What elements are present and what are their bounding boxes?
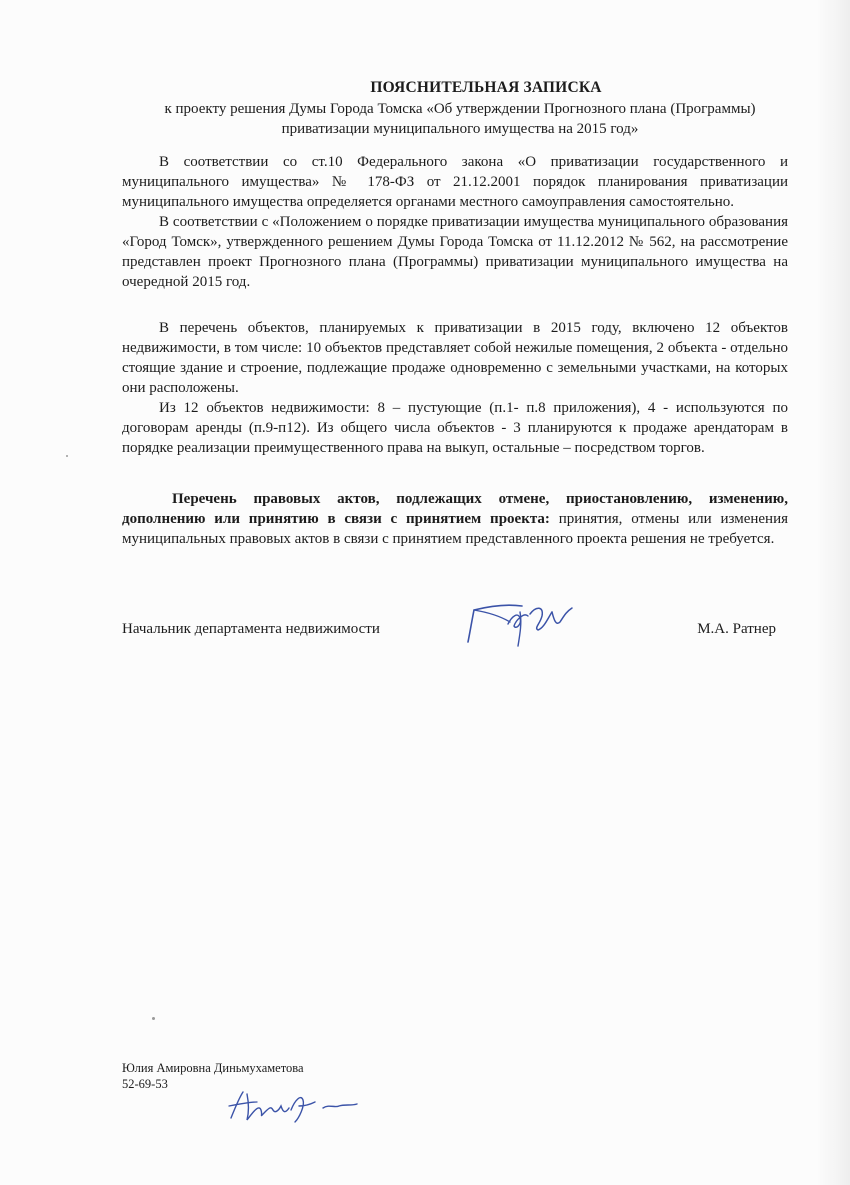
legal-acts-paragraph <box>122 489 788 549</box>
intro-section <box>122 152 788 292</box>
scan-speck <box>152 1017 155 1020</box>
scan-speck <box>66 455 68 457</box>
objects-section <box>122 318 788 458</box>
legal-acts-heading: Перечень правовых актов, подлежащих отмене, приостановлению, изменению, дополнению или принятию в связи с принятием проекта: <box>122 491 788 527</box>
legal-acts-section <box>122 489 788 549</box>
paragraph-2: В соответствии с «Положением о порядке приватизации имущества муниципального образования «Город Томск», утвержденного решением Думы Города Томска от 11.12.2012 № 562, на рассмотрение представлен проект Прогнозного плана (Программы) приватизации муниципального имущества на очередной 2015 год. <box>122 214 788 290</box>
scan-shadow <box>816 0 850 1185</box>
paragraph-1: В соответствии со ст.10 Федерального закона «О приватизации государственного и муниципального имущества» № 178-ФЗ от 21.12.2001 порядок планирования приватизации муниципального имущества определяется органами местного самоуправления самостоятельно. <box>122 154 788 210</box>
paragraph-4: Из 12 объектов недвижимости: 8 – пустующие (п.1- п.8 приложения), 4 - используются по договорам аренды (п.9-п12). Из общего числа объектов - 3 планируются к продаже арендаторам в порядке реализации преимущественного права на выкуп, остальные – посредством торгов. <box>122 400 788 456</box>
executor-name: Юлия Амировна Диньмухаметова <box>122 1061 304 1075</box>
signatory-name: М.А. Ратнер <box>697 621 776 637</box>
signatory-position: Начальник департамента недвижимости <box>122 621 380 637</box>
document-subtitle: к проекту решения Думы Города Томска «Об утверждении Прогнозного плана (Программы) приватизации муниципального имущества на 2015 год» <box>164 101 756 137</box>
document-title: ПОЯСНИТЕЛЬНАЯ ЗАПИСКА <box>370 79 602 96</box>
executor-signature <box>225 1088 365 1124</box>
executor-phone: 52-69-53 <box>122 1077 168 1091</box>
handwritten-signature <box>460 598 590 650</box>
signature-block <box>122 621 776 643</box>
paragraph-3: В перечень объектов, планируемых к приватизации в 2015 году, включено 12 объектов недвижимости, в том числе: 10 объектов представляет собой нежилые помещения, 2 объекта - отдельно стоящие здание и строение, подлежащие продаже одновременно с земельными участками, на которых они расположены. <box>122 320 788 396</box>
legal-acts-text: принятия, отмены или изменения муниципальных правовых актов в связи с принятием представленного проекта решения не требуется. <box>122 511 789 547</box>
